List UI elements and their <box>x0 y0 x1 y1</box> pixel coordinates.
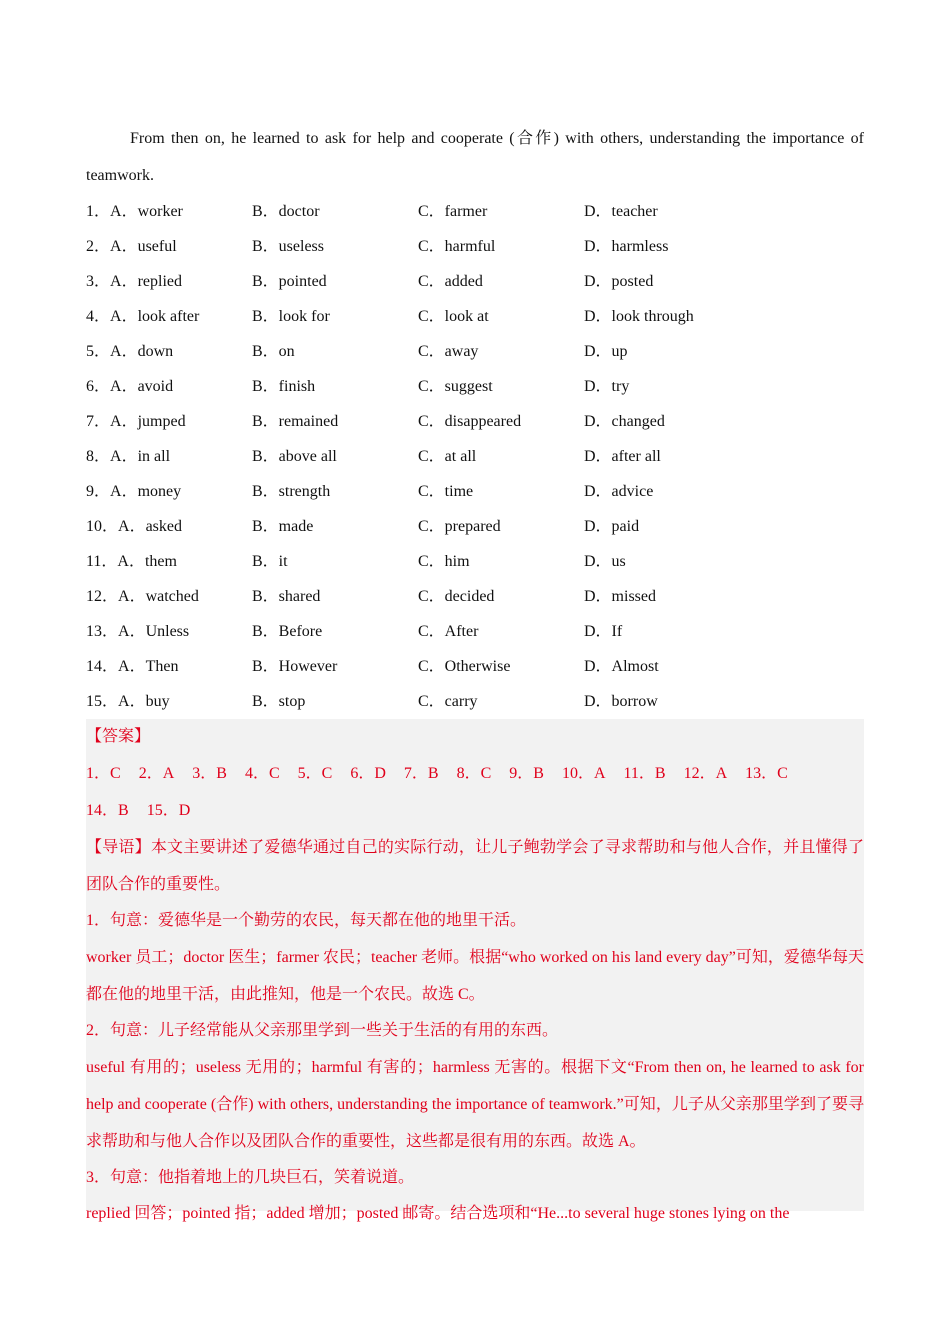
option-c: C．disappeared <box>418 413 522 430</box>
option-a: A．replied <box>110 273 182 290</box>
question-number-and-option-a <box>86 194 252 229</box>
option-c: C．Otherwise <box>418 658 511 675</box>
answer-key: 3．B <box>192 765 227 782</box>
option-b: B．remained <box>252 413 339 430</box>
option-a: A．money <box>110 483 182 500</box>
question-row <box>86 474 864 509</box>
question-number: 12． <box>86 588 119 605</box>
option-b: B．pointed <box>252 273 327 290</box>
option-d: D．posted <box>584 273 654 290</box>
option-d: D．up <box>584 343 628 360</box>
question-number-and-option-a <box>86 509 252 544</box>
option-b: B．useless <box>252 238 325 255</box>
option-b: B．However <box>252 658 338 675</box>
option-c: C．decided <box>418 588 495 605</box>
option-c: C．farmer <box>418 203 488 220</box>
question-number: 5． <box>86 343 111 360</box>
answer-key: 4．C <box>244 765 280 782</box>
question-row <box>86 684 864 719</box>
question-number: 7． <box>86 413 111 430</box>
question-number: 1． <box>86 203 111 220</box>
option-d: D．advice <box>584 483 654 500</box>
question-row <box>86 579 864 614</box>
question-row <box>86 544 864 579</box>
question-row <box>86 229 864 264</box>
answer-key: 11．B <box>623 765 666 782</box>
option-a: A．jumped <box>110 413 186 430</box>
option-b: B．on <box>252 343 295 360</box>
q3-translation: 3．句意：他指着地上的几块巨石，笑着说道。 <box>86 1169 415 1186</box>
option-c: C．away <box>418 343 479 360</box>
option-a: A．useful <box>110 238 177 255</box>
question-number-and-option-a <box>86 579 252 614</box>
question-number: 8． <box>86 448 111 465</box>
option-d: D．missed <box>584 588 657 605</box>
option-a: A．Unless <box>118 623 190 640</box>
option-c: C．prepared <box>418 518 501 535</box>
option-b: B．look for <box>252 308 330 325</box>
option-d: D．changed <box>584 413 665 430</box>
answer-key: 2．A <box>138 765 175 782</box>
question-number: 4． <box>86 308 111 325</box>
option-c: C．him <box>418 553 470 570</box>
question-row <box>86 509 864 544</box>
answer-key: 6．D <box>350 765 386 782</box>
question-row <box>86 194 864 229</box>
question-number-and-option-a <box>86 649 252 684</box>
option-a: A．look after <box>110 308 200 325</box>
question-number: 9． <box>86 483 111 500</box>
question-row <box>86 439 864 474</box>
option-b: B．it <box>252 553 288 570</box>
question-number-and-option-a <box>86 334 252 369</box>
q1-explanation: worker 员工；doctor 医生；farmer 农民；teacher 老师。根据“who worked on his land every day”可知，爱德华每天都在他的地里干活，由此推知，他是一个农民。故选 C。 <box>86 949 864 1003</box>
answer-key: 12．A <box>683 765 728 782</box>
q1-translation: 1．句意：爱德华是一个勤劳的农民，每天都在他的地里干活。 <box>86 912 527 929</box>
option-a: A．asked <box>118 518 183 535</box>
question-number: 3． <box>86 273 111 290</box>
question-row <box>86 299 864 334</box>
question-number: 11． <box>86 553 118 570</box>
question-number: 13． <box>86 623 119 640</box>
option-a: A．Then <box>118 658 179 675</box>
answer-key: 7．B <box>403 765 439 782</box>
option-a: A．worker <box>110 203 183 220</box>
question-number: 2． <box>86 238 111 255</box>
answer-key: 9．B <box>509 765 544 782</box>
option-d: D．borrow <box>584 693 658 710</box>
question-row <box>86 614 864 649</box>
question-number-and-option-a <box>86 684 252 719</box>
question-number-and-option-a <box>86 404 252 439</box>
option-b: B．Before <box>252 623 323 640</box>
question-number: 10． <box>86 518 119 535</box>
option-b: B．doctor <box>252 203 320 220</box>
question-row <box>86 404 864 439</box>
document-page <box>86 120 864 1222</box>
option-a: A．watched <box>118 588 199 605</box>
option-c: C．After <box>418 623 479 640</box>
question-number-and-option-a <box>86 229 252 264</box>
option-c: C．carry <box>418 693 478 710</box>
answer-key: 15．D <box>146 802 191 819</box>
answer-key-list <box>86 755 864 829</box>
question-number-and-option-a <box>86 544 252 579</box>
option-c: C．suggest <box>418 378 493 395</box>
option-d: D．look through <box>584 308 694 325</box>
answer-key: 1．C <box>86 765 121 782</box>
option-d: D．after all <box>584 448 661 465</box>
question-number-and-option-a <box>86 614 252 649</box>
answer-key: 5．C <box>297 765 333 782</box>
q3-explanation: replied 回答；pointed 指；added 增加；posted 邮寄。结合选项和“He...to several huge stones lying on the <box>86 1205 790 1222</box>
question-row <box>86 334 864 369</box>
option-c: C．time <box>418 483 474 500</box>
option-a: A．buy <box>118 693 170 710</box>
option-b: B．above all <box>252 448 337 465</box>
option-a: A．them <box>117 553 177 570</box>
answer-heading: 【答案】 <box>86 728 151 745</box>
question-number: 14． <box>86 658 119 675</box>
question-number-and-option-a <box>86 439 252 474</box>
answer-section <box>86 719 864 1222</box>
option-a: A．down <box>110 343 174 360</box>
option-d: D．try <box>584 378 630 395</box>
question-row <box>86 369 864 404</box>
option-d: D．teacher <box>584 203 658 220</box>
option-d: D．us <box>584 553 626 570</box>
guide-paragraph: 【导语】本文主要讲述了爱德华通过自己的实际行动，让儿子鲍勃学会了寻求帮助和与他人合作，并且懂得了团队合作的重要性。 <box>86 839 864 893</box>
q2-explanation: useful 有用的；useless 无用的；harmful 有害的；harmless 无害的。根据下文“From then on, he learned to ask for help and cooperate (合作) with others, understanding the importance of teamwork.”可知，儿子从父亲那里学到了要寻求帮助和与他人合作以及团队合作的重要性，这些都是很有用的东西。故选 A。 <box>86 1059 864 1150</box>
question-list <box>86 194 864 719</box>
option-d: D．harmless <box>584 238 669 255</box>
question-number-and-option-a <box>86 264 252 299</box>
passage-closing-paragraph: From then on, he learned to ask for help and cooperate (合作) with others, understanding the importance of teamwork. <box>86 130 864 184</box>
option-b: B．finish <box>252 378 316 395</box>
option-a: A．avoid <box>110 378 174 395</box>
question-number-and-option-a <box>86 369 252 404</box>
option-d: D．paid <box>584 518 640 535</box>
option-b: B．strength <box>252 483 331 500</box>
question-row <box>86 264 864 299</box>
q2-translation: 2．句意：儿子经常能从父亲那里学到一些关于生活的有用的东西。 <box>86 1022 559 1039</box>
option-b: B．made <box>252 518 314 535</box>
answer-key: 14．B <box>86 802 129 819</box>
option-c: C．at all <box>418 448 477 465</box>
option-c: C．harmful <box>418 238 496 255</box>
question-row <box>86 649 864 684</box>
option-a: A．in all <box>110 448 171 465</box>
question-number: 6． <box>86 378 111 395</box>
option-c: C．look at <box>418 308 489 325</box>
question-number: 15． <box>86 693 119 710</box>
option-b: B．shared <box>252 588 321 605</box>
answer-key: 8．C <box>456 765 492 782</box>
question-number-and-option-a <box>86 474 252 509</box>
option-c: C．added <box>418 273 483 290</box>
option-b: B．stop <box>252 693 306 710</box>
answer-key: 13．C <box>745 765 788 782</box>
option-d: D．Almost <box>584 658 659 675</box>
question-number-and-option-a <box>86 299 252 334</box>
answer-key: 10．A <box>561 765 606 782</box>
option-d: D．If <box>584 623 623 640</box>
